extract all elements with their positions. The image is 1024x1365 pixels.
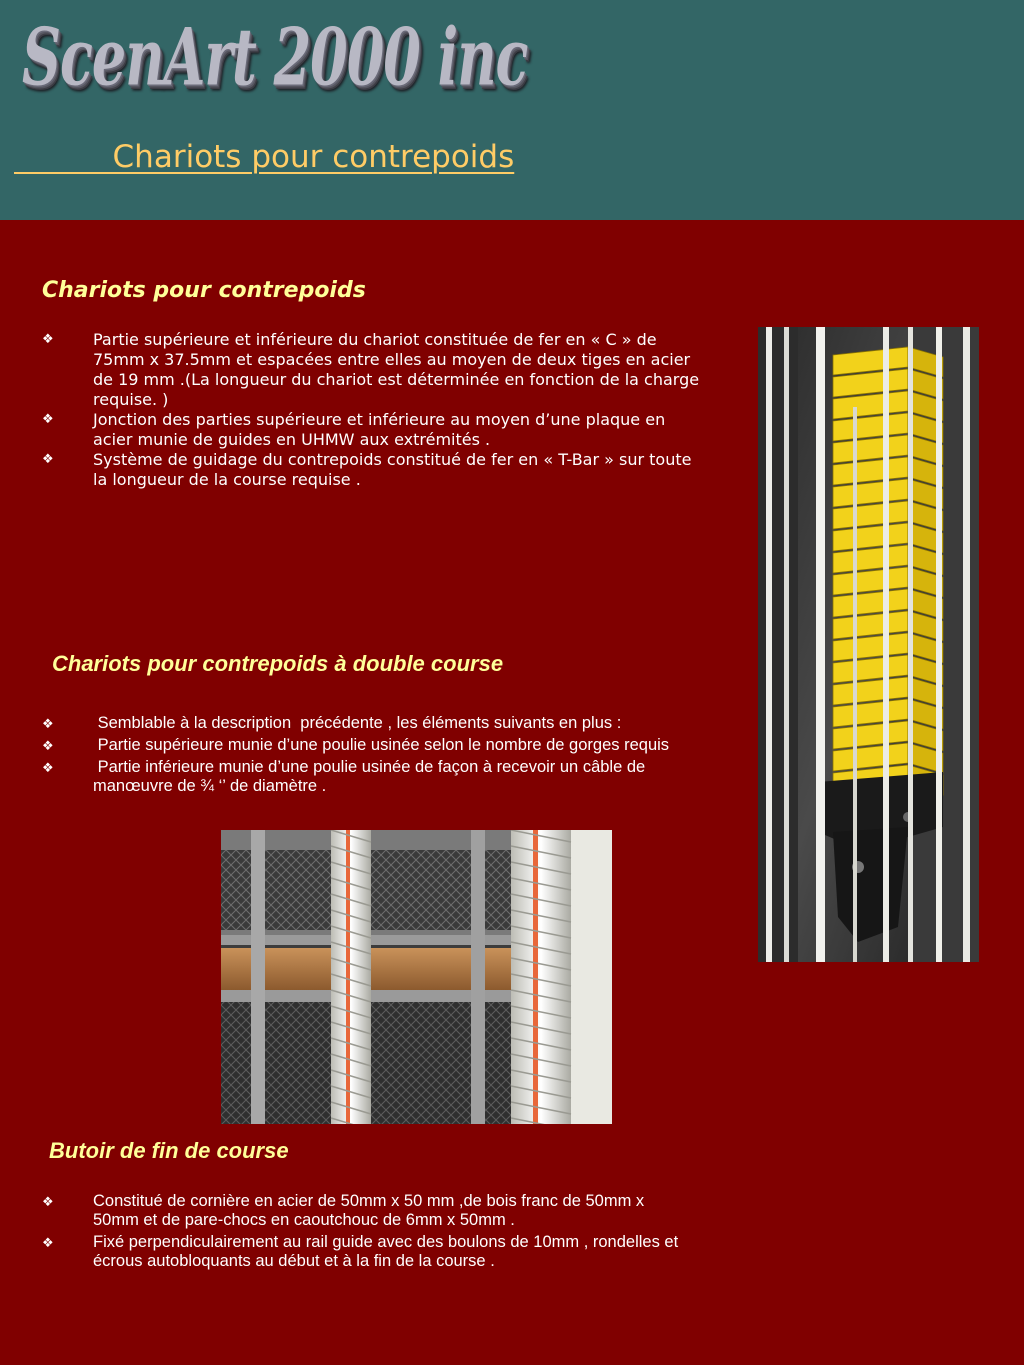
list-item-text: Système de guidage du contrepoids constitué de fer en « T-Bar » sur toute la longueur de la course requise . — [93, 450, 692, 489]
list-item — [42, 758, 722, 796]
page-title: Chariots pour contrepoids — [14, 139, 515, 175]
list-item-text: Semblable à la description précédente , les éléments suivants en plus : — [93, 714, 622, 732]
diamond-bullet-icon: ❖ — [42, 1194, 54, 1209]
list-item — [42, 410, 702, 450]
section-heading-double-course: Chariots pour contrepoids à double course — [52, 651, 504, 676]
list-item — [42, 1233, 682, 1271]
diamond-bullet-icon: ❖ — [42, 332, 54, 347]
list-item-text: Partie supérieure munie d’une poulie usinée selon le nombre de gorges requis — [93, 736, 670, 754]
list-item — [42, 736, 722, 755]
section-heading-butoir: Butoir de fin de course — [49, 1138, 289, 1163]
diamond-bullet-icon: ❖ — [42, 452, 54, 467]
diamond-bullet-icon: ❖ — [42, 1235, 54, 1250]
header-band — [0, 0, 1024, 220]
list-item-text: Jonction des parties supérieure et inférieure au moyen d’une plaque en acier munie de guides en UHMW aux extrémités . — [93, 410, 666, 449]
section-heading-chariots: Chariots pour contrepoids — [42, 278, 366, 303]
list-item-text: Constitué de cornière en acier de 50mm x 50 mm ,de bois franc de 50mm x 50mm et de pare-chocs en caoutchouc de 6mm x 50mm . — [93, 1192, 645, 1229]
list-item — [42, 1192, 682, 1230]
counterweights-photo — [758, 327, 979, 962]
list-item-text: Partie supérieure et inférieure du chariot constituée de fer en « C » de 75mm x 37.5mm et espacées entre elles au moyen de deux tiges en acier de 19 mm .(La longueur du chariot est déterminée en fonction de la charge requise. ) — [93, 330, 700, 409]
diamond-bullet-icon: ❖ — [42, 716, 54, 731]
list-item — [42, 330, 702, 410]
list-item-text: Fixé perpendiculairement au rail guide avec des boulons de 10mm , rondelles et écrous autobloquants au début et à la fin de la course . — [93, 1233, 679, 1270]
bullet-list-chariots — [42, 330, 702, 490]
list-item — [42, 450, 702, 490]
bullet-list-butoir — [42, 1192, 682, 1274]
diamond-bullet-icon: ❖ — [42, 412, 54, 427]
ropes-frame-photo — [221, 830, 612, 1124]
diamond-bullet-icon: ❖ — [42, 760, 54, 775]
diamond-bullet-icon: ❖ — [42, 738, 54, 753]
list-item-text: Partie inférieure munie d’une poulie usinée de façon à recevoir un câble de manœuvre de ¾ ‘’ de diamètre . — [93, 758, 650, 795]
bullet-list-double-course — [42, 714, 722, 799]
company-logo: ScenArt 2000 inc — [22, 10, 528, 104]
list-item — [42, 714, 722, 733]
